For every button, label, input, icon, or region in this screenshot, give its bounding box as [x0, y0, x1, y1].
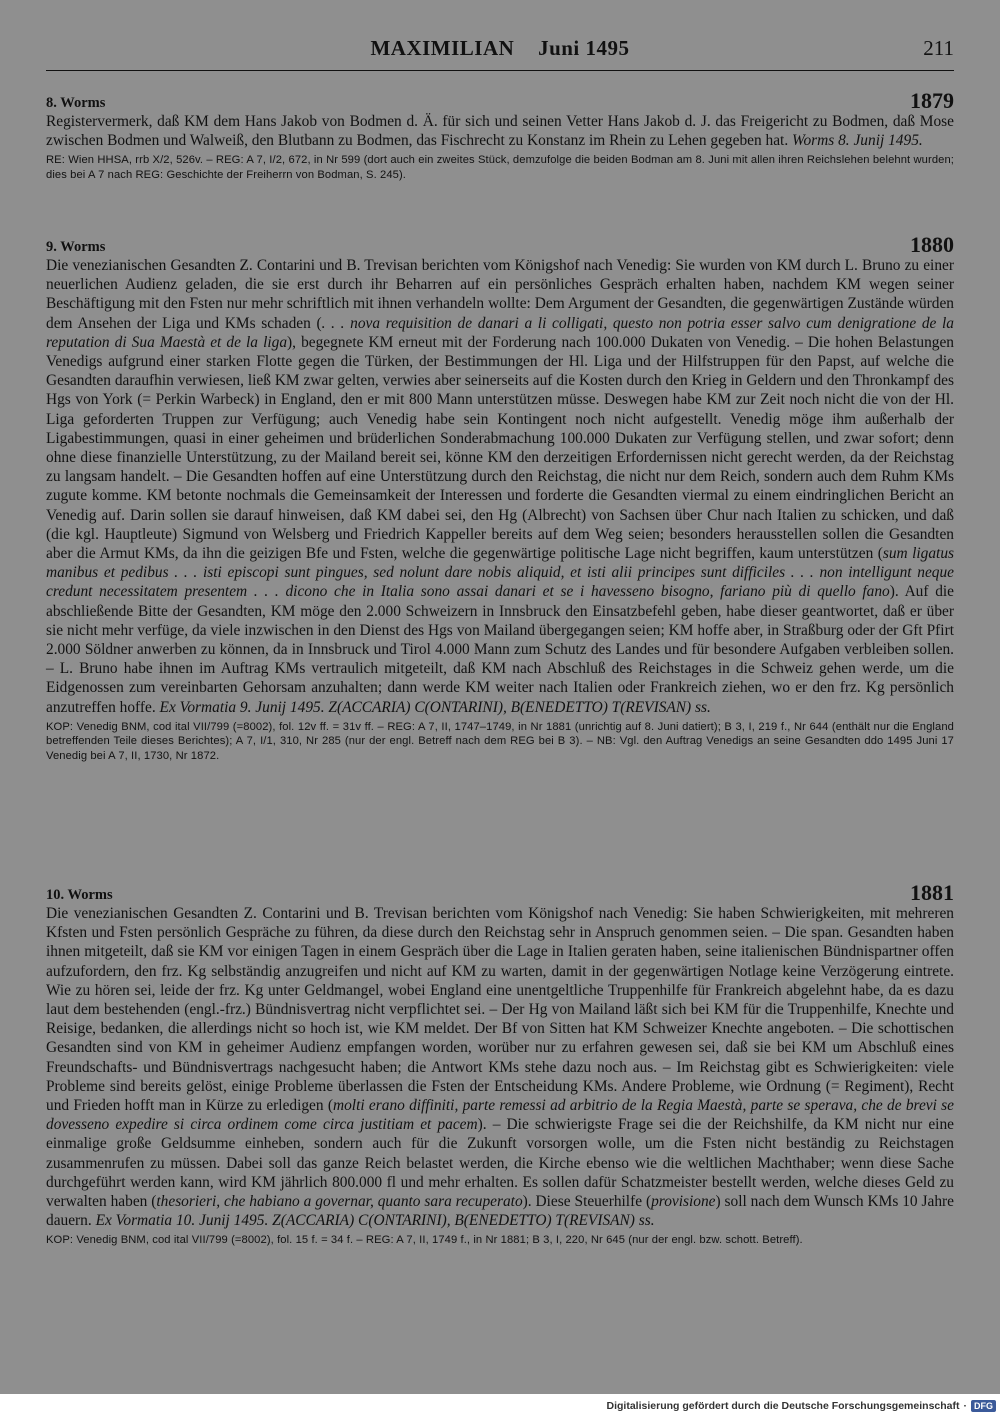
entry-number: 1881	[910, 880, 954, 905]
dfg-logo-icon: DFG	[971, 1400, 996, 1412]
quote: . . . nova requisition de danari a li colligati, questo non potria esser salvo cum denigratione de la reputation di Sua Maestà et de la liga	[46, 314, 954, 351]
entry-1879	[46, 88, 954, 182]
page-number: 211	[923, 36, 954, 60]
entry-closing: Ex Vormatia 10. Junij 1495. Z(ACCARIA) C(ONTARINI), B(ENEDETTO) T(REVISAN) ss.	[95, 1212, 655, 1230]
entry-note: KOP: Venedig BNM, cod ital VII/799 (=8002), fol. 15 f. = 34 f. – REG: A 7, II, 1749 f., in Nr 1881; B 3, I, 220, Nr 645 (nur der engl. bzw. schott. Betreff).	[46, 1234, 803, 1247]
entry-closing: Worms 8. Junij 1495.	[792, 132, 923, 150]
entry-1880	[46, 232, 954, 763]
quote: provisione	[651, 1193, 716, 1211]
header-name: MAXIMILIAN	[370, 36, 515, 60]
quote: molti erano diffiniti, parte remessi ad arbitrio de la Regia Maestà, parte se sperava, che de brevi se dovesseno expedire si circa ordinem come circa justitiam et pacem	[46, 1097, 954, 1134]
entry-date: 9. Worms	[46, 239, 106, 255]
footer-credit: Digitalisierung gefördert durch die Deutsche Forschungsgemeinschaft · DFG	[607, 1400, 996, 1412]
header-title	[370, 36, 629, 61]
entry-note: KOP: Venedig BNM, cod ital VII/799 (=8002), fol. 12v ff. = 31v ff. – REG: A 7, II, 1747–1749, in Nr 1881 (unrichtig auf 8. Juni datiert); B 3, I, 219 f., Nr 644 (enthält nur die England betreffenden Teile dieses Berichtes); A 7, I/1, 310, Nr 285 (nur der engl. Betreff nach dem REG bei B 3). – NB: Vgl. den Auftrag Venedigs an seine Gesandten ddo 1495 Juni 17 Venedig bei A 7, II, 1730, Nr 1872.	[46, 720, 954, 762]
entry-date: 8. Worms	[46, 95, 106, 111]
entry-number: 1880	[910, 232, 954, 257]
header-date: Juni 1495	[538, 36, 630, 60]
entry-closing: Ex Vormatia 9. Junij 1495. Z(ACCARIA) C(ONTARINI), B(ENEDETTO) T(REVISAN) ss.	[159, 698, 711, 716]
entry-body: Die venezianischen Gesandten Z. Contarini und B. Trevisan berichten vom Königshof nach Venedig: Sie haben Schwierigkeiten, mit mehreren Kfsten und Fsten persönlich Gespräche zu führen, da diese durch den Reichstag sehr in Anspruch genommen seien. – Die span. Gesandten haben ihnen mitgeteilt, daß sie KM vor einigen Tagen in einem Gespräch über die Lage in Italien geraten haben, seine italienischen Bündnispartner offen aufzufordern, den frz. Kg selbständig anzugreifen und nicht auf KM zu warten, damit in der gegenwärtigen Notlage keine Verzögerung eintrete. Wie zu hören sei, leide der frz. Kg unter Geldmangel, wobei England eine unentgeltliche Truppenhilfe für Frankreich abgelehnt habe, da es dazu laut dem bestehenden (engl.-frz.) Bündnisvertrag nicht verpflichtet sei. – Der Hg von Mailand läßt sich bei KM für die Truppenhilfe, Knechte und Reisige, bedanken, die allerdings nicht so hoch ist, wie KM meldet. Der Bf von Sitten hat KM Schweizer Knechte angeboten. – Die schottischen Gesandten sind von KM in geheimer Audienz empfangen worden, worüber nur zu erfahren gewesen sei, daß sie bei KM um Abschluß eines Freundschafts- und Bündnisvertrags nachgesucht haben; die Antwort KMs stehe dazu noch aus. – Im Reichstag gibt es Schwierigkeiten: viele Probleme sind bereits gelöst, einige Probleme überlassen die Fsten der Entscheidung KMs. Andere Probleme, wie Ordnung (= Regiment), Recht und Frieden hofft man in Kürze zu erledigen (molti erano diffiniti, parte remessi ad arbitrio de la Regia Maestà, parte se sperava, che de brevi se dovesseno expedire si circa ordinem come circa justitiam et pacem). – Die schwierigste Frage sei die der Reichshilfe, da KM nicht nur eine einmalige große Geldsumme einheben, sondern auch für die Zukunft vorsorgen wolle, um die Fsten nicht beständig zu Reichstagen zusammenrufen zu müssen. Dabei soll das ganze Reich belastet werden, die Kirche ebenso wie die weltlichen Machthaber; wenn diese Sache durchgeführt werden kann, wird KM jährlich 800.000 fl und mehr erhalten. Es sollen dafür Schatzmeister bestellt werden, welche dieses Geld zu verwalten haben (thesorieri, che habiano a governar, quanto sara recuperato). Diese Steuerhilfe (provisione) soll nach dem Wunsch KMs 10 Jahre dauern. Ex Vormatia 10. Junij 1495. Z(ACCARIA) C(ONTARINI), B(ENEDETTO) T(REVISAN) ss.	[46, 905, 954, 1230]
running-header	[46, 36, 954, 71]
footer-text: Digitalisierung gefördert durch die Deutsche Forschungsgemeinschaft	[606, 1400, 960, 1412]
entry-number: 1879	[910, 88, 954, 113]
entry-date: 10. Worms	[46, 887, 113, 903]
entry-1881	[46, 880, 954, 1248]
entry-body: Die venezianischen Gesandten Z. Contarini und B. Trevisan berichten vom Königshof nach Venedig: Sie wurden von KM durch L. Bruno zu einer neuerlichen Audienz geladen, die sie erst durch ihr Beharren auf ein persönliches Gespräch erhalten haben, nachdem KM wegen seiner Beschäftigung mit den Fsten nur mehr schriftlich mit ihnen verhandeln wollte: Dem Argument der Gesandten, die gegenwärtigen Zustände würden dem Ansehen der Liga und KMs schaden (. . . nova requisition de danari a li colligati, questo non potria esser salvo cum denigratione de la reputation di Sua Maestà et de la liga), begegnete KM erneut mit der Forderung nach 100.000 Dukaten von Venedig. – Die hohen Belastungen Venedigs aufgrund einer starken Flotte gegen die Türken, der Bestimmungen der Hl. Liga und der Hilfstruppen für den Papst, auf welche die Gesandten daraufhin verwiesen, ließ KM zwar gelten, verwies aber seinerseits auf die Kosten durch den Krieg in Geldern und den Thronkampf des Hgs von York (= Perkin Warbeck) in England, den er mit 800 Mann unterstützen müsse. Deswegen habe KM zur Zeit noch nicht die von der Hl. Liga geforderten Truppen zur Verfügung; auch Venedig habe sein Kontingent noch nicht aufgestellt. Venedig möge ihm außerhalb der Ligabestimmungen, quasi in einer geheimen und brüderlichen Sonderabmachung 100.000 Dukaten zur Verfügung stellen, und zwar sofort; denn ohne diese finanzielle Unterstützung, zu der Mailand bereit sei, könne KM den derzeitigen Erfordernissen nicht gerecht werden, da der Reichstag zu langsam handelt. – Die Gesandten hoffen auf eine Unterstützung durch den Reichstag, die nicht nur dem Reich, sondern auch dem Ruhm KMs zugute komme. KM betonte nochmals die Gemeinsamkeit der Interessen und forderte die Gesandten viermal zu einem eindringlichen Bericht an Venedig auf. Darin sollen sie darauf hinweisen, daß KM dabei sei, den Hg (Albrecht) von Sachsen über Chur nach Italien zu schicken, und daß (die kgl. Hauptleute) Sigmund von Welsberg und Friedrich Kappeller bereits auf dem Weg seien; besonders herausstellen sollen die Gesandten aber die Armut KMs, da ihn die geizigen Bfe und Fsten, welche die gegenwärtige politische Lage nicht begriffen, kaum unterstützen (sum ligatus manibus et pedibus . . . isti episcopi sunt pingues, sed nolunt dare nobis aliquid, et isti alii principes sunt difficiles . . . non intelligunt neque credunt necessitatem presentem . . . dicono che in Italia sono assai danari et se i havesseno bisogno, fariano più di quello fano). Auf die abschließende Bitte der Gesandten, KM möge den 2.000 Schweizern in Innsbruck den Einsatzbefehl geben, habe dieser geantwortet, daß er über sie nicht mehr verfüge, da viele inzwischen in den Dienst des Hgs von Mailand übergegangen seien; KM hoffe aber, in Straßburg oder der Gft Pfirt 2.000 Söldner anwerben zu können, da in Innsbruck und Tirol 4.000 Mann zum Schutz des Landes und für besondere Aufgaben verbleiben sollen. – L. Bruno habe ihnen im Auftrag KMs vertraulich mitgeteilt, daß KM nach Abschluß des Reichstages in die Schweiz gehen werde, um die Eidgenossen zum vereinbarten Gehorsam anzuhalten; dann werde KM weiter nach Italien oder Frankreich ziehen, wo er den frz. Kg persönlich anzutreffen hoffe. Ex Vormatia 9. Junij 1495. Z(ACCARIA) C(ONTARINI), B(ENEDETTO) T(REVISAN) ss.	[46, 257, 955, 716]
entry-body: Registervermerk, daß KM dem Hans Jakob von Bodmen d. Ä. für sich und seinen Vetter Hans Jakob d. J. das Freigericht zu Bodmen, daß Mose zwischen Bodmen und Walweiß, den Blutbann zu Bodmen, das Fischrecht zu Konstanz im Rhein zu Lehen gegeben hat. Worms 8. Junij 1495.	[46, 113, 954, 150]
quote: sum ligatus manibus et pedibus . . . isti episcopi sunt pingues, sed nolunt dare nobis aliquid, et isti alii principes sunt difficiles . . . non intelligunt neque credunt necessitatem presentem . . . dicono che in Italia sono assai danari et se i havesseno bisogno, fariano più di quello fano	[46, 545, 955, 601]
entry-note: RE: Wien HHSA, rrb X/2, 526v. – REG: A 7, I/2, 672, in Nr 599 (dort auch ein zweites Stück, demzufolge die beiden Bodman am 8. Juni mit allen ihren Reichslehen belehnt wurden; dies bei A 7 nach REG: Geschichte der Freiherrn von Bodman, S. 245).	[46, 154, 954, 181]
quote: thesorieri, che habiano a governar, quanto sara recuperato	[156, 1193, 523, 1211]
